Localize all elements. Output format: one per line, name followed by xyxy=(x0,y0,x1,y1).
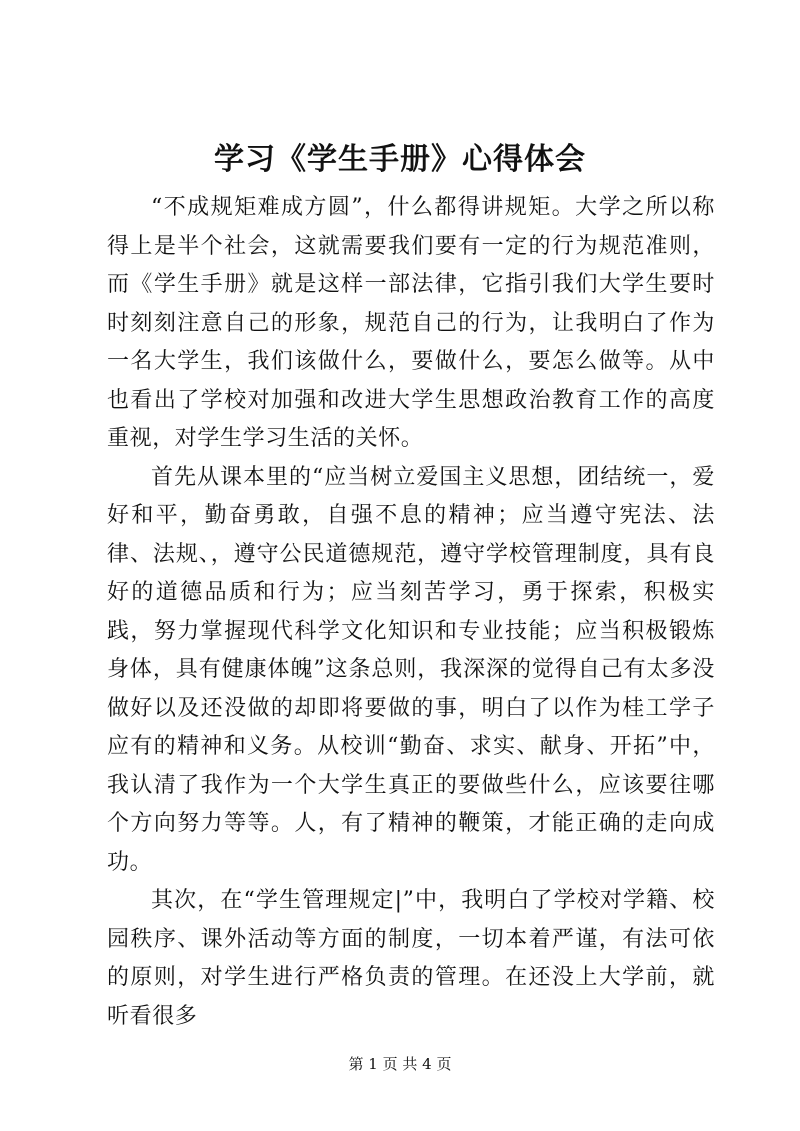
document-body xyxy=(107,189,715,1036)
document-title: 学习《学生手册》心得体会 xyxy=(214,142,586,177)
paragraph-3: 其次，在“学生管理规定|”中，我明白了学校对学籍、校园秩序、课外活动等方面的制度，一切本着严谨，有法可依的原则，对学生进行严格负责的管理。在还没上大学前，就听看很多 xyxy=(107,888,715,1029)
paragraph-2: 首先从课本里的“应当树立爱国主义思想，团结统一，爱好和平，勤奋勇敢，自强不息的精神；应当遵守宪法、法律、法规、，遵守公民道德规范，遵守学校管理制度，具有良好的道德品质和行为；应当刻苦学习，勇于探索，积极实践，努力掌握现代科学文化知识和专业技能；应当积极锻炼身体，具有健康体魄”这条总则，我深深的觉得自己有太多没做好以及还没做的却即将要做的事，明白了以作为桂工学子应有的精神和义务。从校训“勤奋、求实、献身、开拓”中，我认清了我作为一个大学生真正的要做些什么，应该要往哪个方向努力等等。人，有了精神的鞭策，才能正确的走向成功。 xyxy=(107,464,715,875)
page-footer: 第 1 页 共 4 页 xyxy=(348,1055,452,1073)
paragraph-1: “不成规矩难成方圆”，什么都得讲规矩。大学之所以称得上是半个社会，这就需要我们要有一定的行为规范准则，而《学生手册》就是这样一部法律，它指引我们大学生要时时刻刻注意自己的形象，规范自己的行为，让我明白了作为一名大学生，我们该做什么，要做什么，要怎么做等。从中也看出了学校对加强和改进大学生思想政治教育工作的高度重视，对学生学习生活的关怀。 xyxy=(107,195,715,451)
